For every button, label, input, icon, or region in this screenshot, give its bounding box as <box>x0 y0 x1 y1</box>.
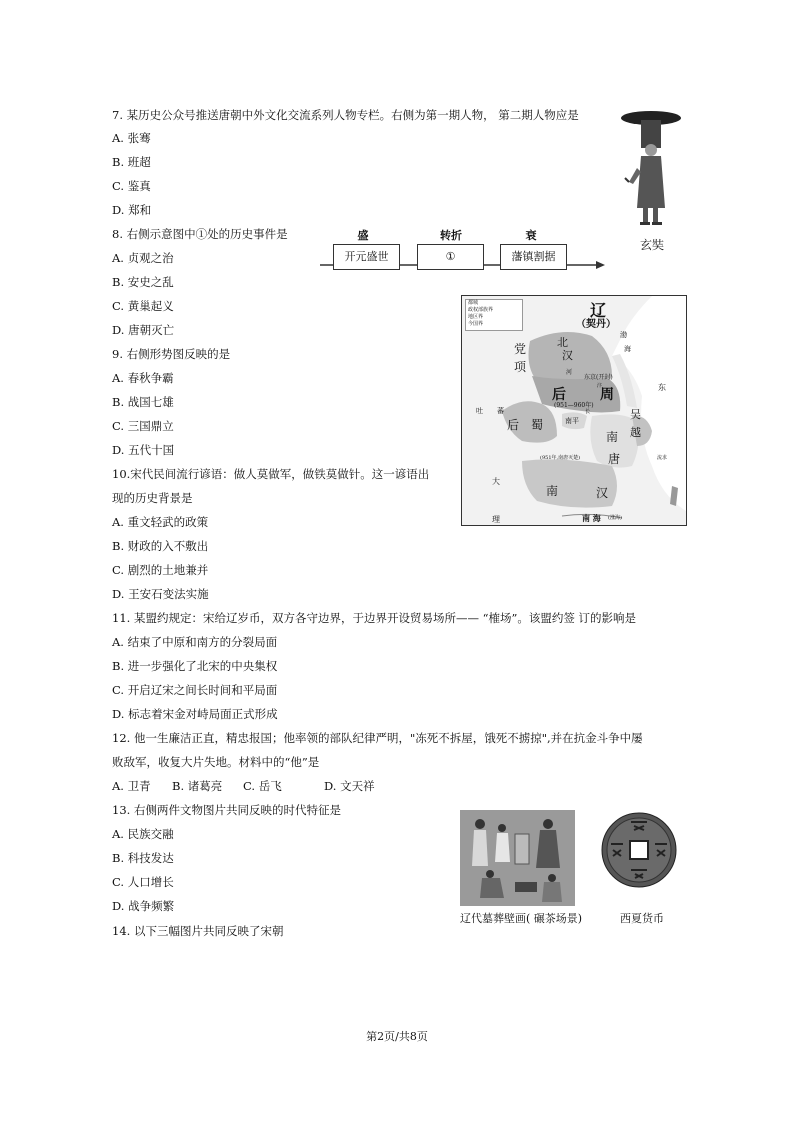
q13-stem: 13. 右侧两件文物图片共同反映的时代特征是 <box>112 803 341 817</box>
timeline-label-sheng: 盛 <box>357 229 369 242</box>
q7-option-d: D. 郑和 <box>112 203 152 217</box>
map-legend-capital: 都城 <box>468 300 479 306</box>
map-label-da: 大 <box>492 477 500 486</box>
q11-stem: 11. 某盟约规定：宋给辽岁币，双方各守边界，于边界开设贸易场所—— “榷场”。该盟约签 订的影响是 <box>112 611 637 625</box>
map-label-hai: 海 <box>624 345 631 353</box>
q7-option-a: A. 张骞 <box>112 131 151 145</box>
map-label-liao: 辽 <box>590 301 607 320</box>
map-label-nanhai: 南 海 <box>582 513 601 523</box>
map-label-dong: 东 <box>658 383 666 392</box>
xuanzang-figure <box>615 108 687 236</box>
q13-option-c: C. 人口增长 <box>112 875 174 889</box>
map-label-bei: 北 <box>557 336 568 349</box>
q8-option-b: B. 安史之乱 <box>112 275 174 289</box>
map-label-li: 理 <box>492 515 500 524</box>
timeline-label-zhuanzhe: 转折 <box>440 229 462 242</box>
map-legend <box>465 299 523 331</box>
map-label-zhou: 周 <box>600 387 614 403</box>
map-label-nanhai-note: (涨海) <box>608 515 622 521</box>
q9-option-a: A. 春秋争霸 <box>112 371 174 385</box>
map-label-fan: 蕃 <box>497 407 504 415</box>
q8-option-c: C. 黄巢起义 <box>112 299 174 313</box>
q11-option-c: C. 开启辽宋之间长时间和平局面 <box>112 683 278 697</box>
western-xia-coin-image <box>601 812 677 888</box>
q10-option-d: D. 王安石变法实施 <box>112 587 209 601</box>
map-label-bian: 汴 <box>597 383 603 389</box>
map-label-hou-1: 后 <box>552 387 566 403</box>
map-label-wu: 吴 <box>630 408 641 421</box>
q7-option-c: C. 鉴真 <box>112 179 151 193</box>
map-legend-regime-border: 政权部族界 <box>468 307 494 313</box>
page-footer: 第2页/共8页 <box>366 1030 428 1043</box>
map-label-bo: 渤 <box>620 331 627 339</box>
q13-option-b: B. 科技发达 <box>112 851 174 865</box>
western-xia-coin-caption: 西夏货币 <box>620 912 664 925</box>
q12-stem-line-2: 败敌军，收复大片失地。材料中的“他”是 <box>112 755 320 769</box>
map-label-hou-2: 后 <box>507 418 520 432</box>
map-label-tu: 吐 <box>476 407 483 415</box>
map-legend-national-border: 今国界 <box>468 321 484 327</box>
map-label-tang: 唐 <box>608 452 621 466</box>
q9-option-d: D. 五代十国 <box>112 443 175 457</box>
map-label-han-2: 汉 <box>596 486 609 500</box>
q9-option-b: B. 战国七雄 <box>112 395 174 409</box>
timeline-box-fanzhen: 藩镇割据 <box>500 244 567 270</box>
q10-stem-line-1: 10.宋代民间流行谚语：做人莫做军，做铁莫做针。这一谚语出 <box>112 467 430 481</box>
q10-stem-line-2: 现的历史背景是 <box>112 491 193 505</box>
q8-option-a: A. 贞观之治 <box>112 251 174 265</box>
liao-mural-caption: 辽代墓葬壁画( 碾茶场景) <box>459 912 583 925</box>
q10-option-c: C. 剧烈的土地兼并 <box>112 563 209 577</box>
map-label-chu: (951年,南唐灭楚) <box>540 455 581 461</box>
map-label-chang: 长 <box>585 409 591 415</box>
q8-stem: 8. 右侧示意图中①处的历史事件是 <box>112 227 288 241</box>
q12-option-a: A. 卫青 <box>112 779 151 793</box>
q10-option-a: A. 重文轻武的政策 <box>112 515 209 529</box>
q14-stem: 14. 以下三幅图片共同反映了宋朝 <box>112 924 284 938</box>
map-label-nan-2: 南 <box>546 484 559 498</box>
liao-tomb-mural-image <box>460 810 575 906</box>
q9-option-c: C. 三国鼎立 <box>112 419 174 433</box>
q8-option-d: D. 唐朝灭亡 <box>112 323 175 337</box>
q9-stem: 9. 右侧形势图反映的是 <box>112 347 231 361</box>
timeline-box-1: ① <box>417 244 484 270</box>
map-label-liuqiu: 流求 <box>657 455 668 461</box>
q11-option-b: B. 进一步强化了北宋的中央集权 <box>112 659 278 673</box>
q10-option-b: B. 财政的入不敷出 <box>112 539 209 553</box>
q11-option-d: D. 标志着宋金对峙局面正式形成 <box>112 707 278 721</box>
timeline-box-kaiyuan: 开元盛世 <box>333 244 400 270</box>
q12-stem-line-1: 12. 他一生廉洁正直，精忠报国；他率领的部队纪律严明，"冻死不拆屋，饿死不掳掠",并在抗金斗争中屡 <box>112 731 643 745</box>
map-label-shu: 蜀 <box>531 418 544 432</box>
q13-option-a: A. 民族交融 <box>112 827 174 841</box>
map-label-yue: 越 <box>630 426 641 439</box>
q12-option-c: C. 岳飞 <box>243 779 282 793</box>
q7-stem: 7. 某历史公众号推送唐朝中外文化交流系列人物专栏。右侧为第一期人物， 第二期人物应是 <box>112 108 579 122</box>
q7-option-b: B. 班超 <box>112 155 151 169</box>
map-label-nan-1: 南 <box>606 430 619 444</box>
map-label-qidan: （契丹） <box>576 319 616 330</box>
map-label-zhou-years: (951—960年) <box>554 402 594 409</box>
q13-option-d: D. 战争频繁 <box>112 899 175 913</box>
map-label-dang: 党 <box>514 342 527 356</box>
timeline-label-shuai: 衰 <box>525 229 537 242</box>
map-label-xiang: 项 <box>514 360 527 374</box>
map-legend-region-border: 地区界 <box>468 314 484 320</box>
map-label-nanping: 南平 <box>565 417 579 425</box>
q11-option-a: A. 结束了中原和南方的分裂局面 <box>112 635 278 649</box>
map-label-han: 汉 <box>562 349 573 362</box>
q12-option-b: B. 诸葛亮 <box>172 779 223 793</box>
map-label-he: 河 <box>566 369 573 376</box>
five-dynasties-map <box>461 295 687 526</box>
q12-option-d: D. 文天祥 <box>324 779 375 793</box>
map-label-dongjing: 东京(开封) <box>584 374 613 381</box>
xuanzang-caption: 玄奘 <box>639 238 664 252</box>
